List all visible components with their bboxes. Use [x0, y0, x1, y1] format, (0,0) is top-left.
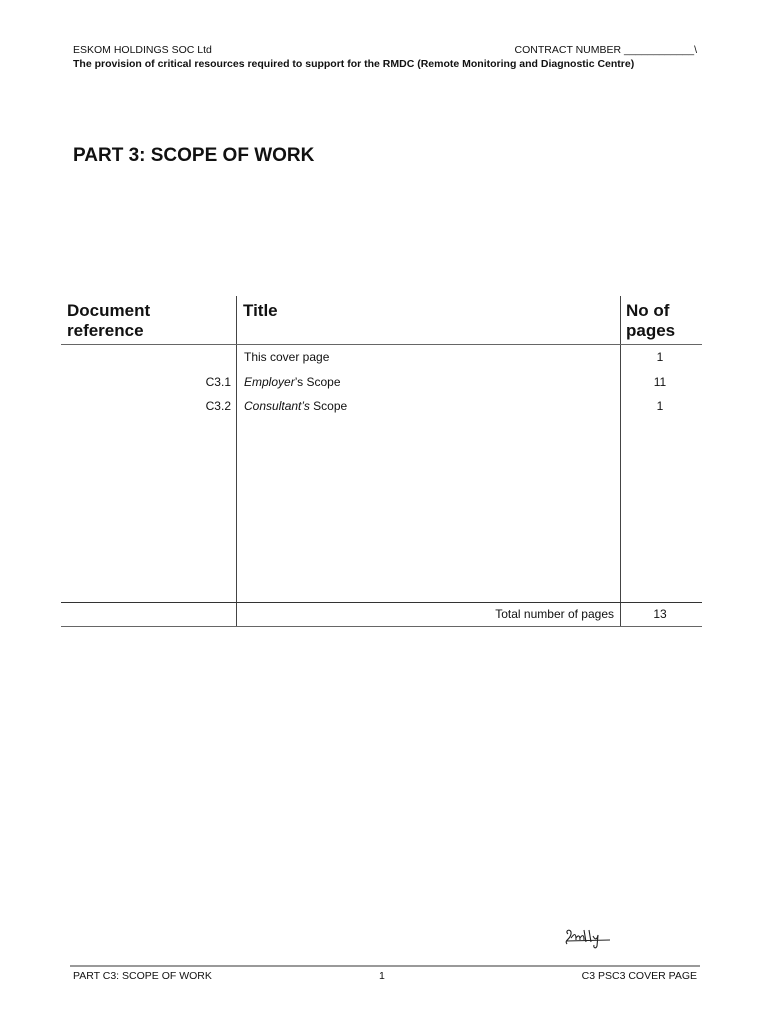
header-ref-line2: reference: [67, 321, 144, 340]
row-title-text: This cover page: [244, 350, 330, 364]
header-pages-line1: No of: [626, 301, 670, 320]
total-value: 13: [653, 607, 667, 621]
row-title-text: Scope: [309, 399, 348, 413]
row-ref: C3.1: [205, 375, 231, 389]
part-title: PART 3: SCOPE OF WORK: [73, 145, 315, 166]
row-title: [244, 350, 329, 364]
footer-rule: [70, 965, 700, 967]
row-title-text: ’s Scope: [294, 375, 341, 389]
row-pages: 11: [653, 375, 667, 389]
signature-image: [562, 926, 612, 950]
row-title: [244, 375, 341, 389]
header-document-reference: [67, 301, 150, 341]
header-no-of-pages: [626, 301, 675, 341]
header-title: Title: [243, 301, 278, 320]
row-title-italic: Consultant’s: [244, 399, 310, 413]
row-title-italic: Employer: [244, 375, 295, 389]
total-rule-top: [61, 602, 702, 603]
header-pages-line2: pages: [626, 321, 676, 340]
header-rule: [61, 344, 702, 345]
page-header: [73, 44, 697, 70]
row-title: [244, 399, 347, 413]
row-pages: 1: [656, 399, 664, 413]
company-name: ESKOM HOLDINGS SOC Ltd: [73, 44, 212, 56]
row-pages: 1: [656, 350, 664, 364]
contract-number: CONTRACT NUMBER ____________\: [514, 44, 697, 56]
column-divider-pages: [620, 296, 621, 627]
document-subtitle: The provision of critical resources required to support for the RMDC (Remote Monitoring and Diagnostic Centre): [73, 58, 635, 70]
scope-table: [61, 296, 702, 627]
total-rule-bottom: [61, 626, 702, 627]
column-divider-ref: [236, 296, 237, 627]
row-ref: C3.2: [205, 399, 231, 413]
footer-section: C3 PSC3 COVER PAGE: [581, 970, 697, 982]
header-ref-line1: Document: [67, 301, 151, 320]
total-label: Total number of pages: [495, 607, 614, 621]
footer-page-number: 1: [379, 970, 385, 982]
footer-part: PART C3: SCOPE OF WORK: [73, 970, 212, 982]
